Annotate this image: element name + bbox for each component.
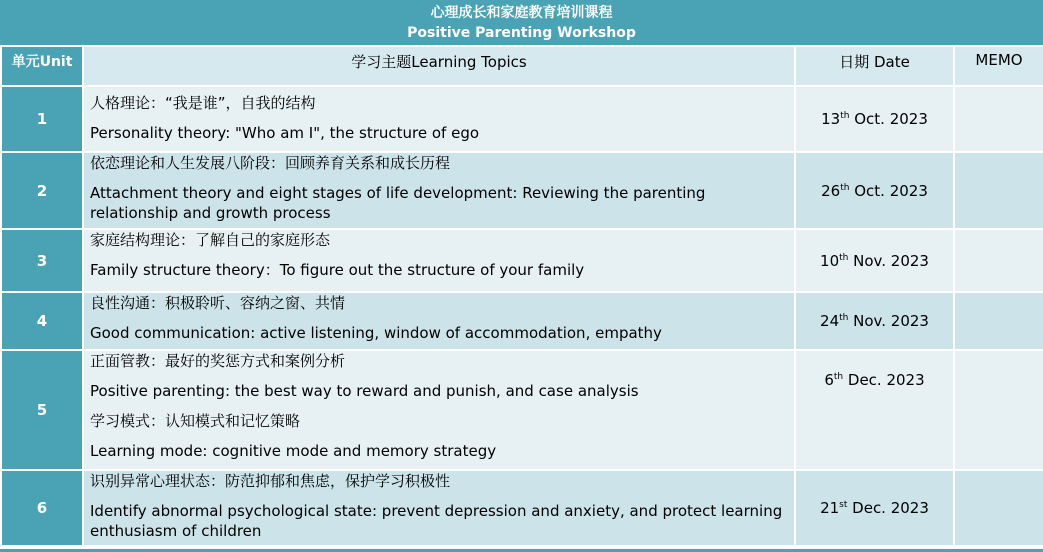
date-day: 10 — [820, 251, 840, 270]
topic-line: 学习模式：认知模式和记忆策略 — [90, 412, 301, 430]
header-date: 日期 Date — [795, 46, 954, 86]
header-topics: 学习主题Learning Topics — [83, 46, 795, 86]
memo-cell — [954, 350, 1043, 470]
unit-number: 2 — [1, 152, 83, 229]
date-day: 6 — [824, 371, 834, 389]
date-day: 21 — [820, 499, 840, 517]
topic-cell — [83, 470, 795, 546]
date-rest: Oct. 2023 — [849, 181, 928, 200]
table-row — [1, 152, 1043, 229]
date-rest: Dec. 2023 — [843, 371, 925, 389]
date-rest: Oct. 2023 — [849, 110, 928, 128]
title-bar — [0, 0, 1043, 45]
date-cell — [795, 470, 954, 546]
date-day: 13 — [821, 110, 841, 128]
topic-line: Learning mode: cognitive mode and memory strategy — [90, 442, 497, 460]
date-cell — [795, 350, 954, 470]
topic-line: Family structure theory：To figure out the structure of your family — [90, 261, 585, 279]
topic-cell — [83, 152, 795, 229]
unit-number: 6 — [1, 470, 83, 546]
header-memo: MEMO — [954, 46, 1043, 86]
date-suffix: st — [839, 500, 848, 510]
topic-line: 依恋理论和人生发展八阶段：回顾养育关系和成长历程 — [90, 154, 451, 172]
unit-number: 1 — [1, 86, 83, 152]
table-row — [1, 350, 1043, 470]
title-english: Positive Parenting Workshop — [407, 25, 636, 41]
title-chinese: 心理成长和家庭教育培训课程 — [430, 5, 613, 21]
topic-line: 人格理论：“我是谁”，自我的结构 — [90, 94, 316, 112]
table-row — [1, 292, 1043, 350]
table-row — [1, 86, 1043, 152]
date-cell — [795, 152, 954, 229]
date-rest: Dec. 2023 — [847, 499, 929, 517]
date-suffix: th — [839, 252, 849, 263]
header-row — [1, 46, 1043, 86]
topic-cell — [83, 292, 795, 350]
topic-line: 正面管教：最好的奖惩方式和案例分析 — [90, 352, 346, 370]
unit-number: 5 — [1, 350, 83, 470]
date-day: 26 — [821, 181, 841, 200]
topic-line: 识别异常心理状态：防范抑郁和焦虑，保护学习积极性 — [90, 472, 451, 490]
memo-cell — [954, 292, 1043, 350]
topic-cell — [83, 229, 795, 292]
header-unit: 单元Unit — [1, 46, 83, 86]
topic-line: Good communication: active listening, window of accommodation, empathy — [90, 324, 662, 342]
memo-cell — [954, 152, 1043, 229]
unit-number: 3 — [1, 229, 83, 292]
table-row — [1, 229, 1043, 292]
memo-cell — [954, 470, 1043, 546]
date-day: 24 — [820, 312, 840, 330]
memo-cell — [954, 86, 1043, 152]
memo-cell — [954, 229, 1043, 292]
topic-line: 良性沟通：积极聆听、容纳之窗、共情 — [90, 294, 346, 312]
date-suffix: th — [833, 372, 844, 382]
date-rest: Nov. 2023 — [848, 312, 929, 330]
date-cell — [795, 292, 954, 350]
topic-line: 家庭结构理论：了解自己的家庭形态 — [90, 231, 331, 249]
date-cell — [795, 229, 954, 292]
topic-cell — [83, 350, 795, 470]
topic-line: Attachment theory and eight stages of life development: Reviewing the parenting relationship and growth process — [90, 184, 706, 222]
topic-cell — [83, 86, 795, 152]
table-row — [1, 470, 1043, 546]
date-suffix: th — [839, 313, 849, 323]
schedule-table — [0, 45, 1043, 547]
topic-line: Personality theory: "Who am I", the structure of ego — [90, 124, 480, 142]
topic-line: Positive parenting: the best way to reward and punish, and case analysis — [90, 382, 639, 400]
date-rest: Nov. 2023 — [848, 251, 929, 270]
unit-number: 4 — [1, 292, 83, 350]
date-suffix: th — [840, 182, 850, 193]
date-suffix: th — [840, 111, 850, 121]
date-cell — [795, 86, 954, 152]
topic-line: Identify abnormal psychological state: prevent depression and anxiety, and protect learning enthusiasm of children — [90, 502, 783, 540]
